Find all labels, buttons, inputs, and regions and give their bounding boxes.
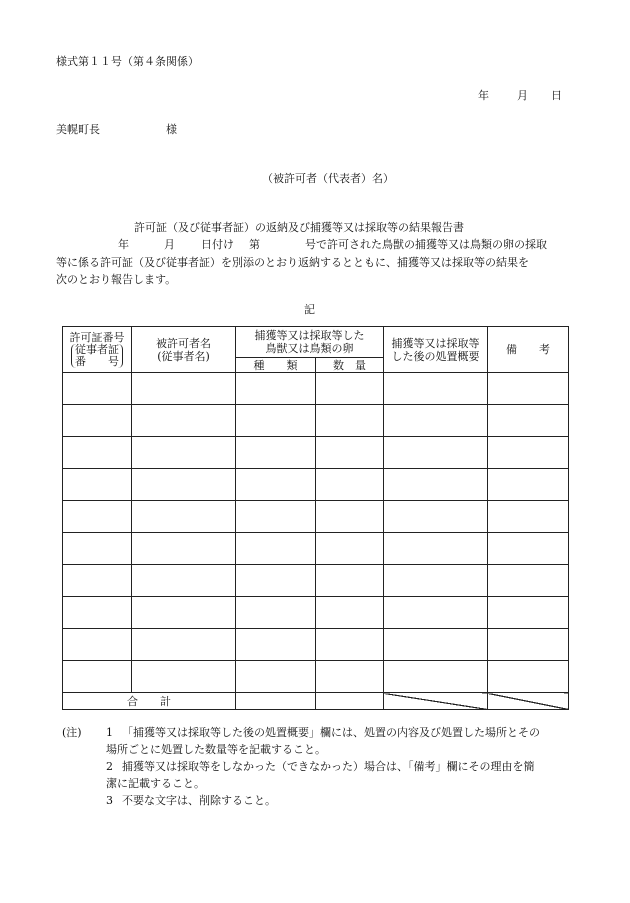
applicant-label: （被許可者（代表者）名） [262,172,394,185]
table-cell[interactable] [132,437,236,469]
body-line-1 [56,236,581,254]
table-cell[interactable] [384,437,488,469]
table-cell[interactable] [384,405,488,437]
table-cell[interactable] [488,597,569,629]
document-title: 許可証（及び従事者証）の返納及び捕獲等又は採取等の結果報告書 [134,221,464,234]
table-cell[interactable] [132,661,236,693]
table-cell[interactable] [384,597,488,629]
body-line-2: 等に係る許可証（及び従事者証）を別添のとおり返納するとともに、捕獲等又は採取等の結果を [56,255,529,269]
note-item [62,792,582,809]
body-line-3: 次のとおり報告します。 [56,273,177,286]
table-cell[interactable] [236,629,316,661]
table-cell[interactable] [316,629,384,661]
header-holder-line-1: 被許可者名 [156,336,211,350]
table-cell[interactable] [488,405,569,437]
note-number: 1 [106,726,113,739]
date-year: 年 [478,89,489,102]
table-cell[interactable] [63,405,132,437]
table-cell[interactable] [63,533,132,565]
table-row [63,597,569,629]
header-disposal [384,327,488,373]
header-capture-line-1: 捕獲等又は採取等した [254,329,365,342]
note-item [62,724,582,741]
table-cell[interactable] [488,565,569,597]
header-permit-line-3: 番 号 [75,355,119,368]
header-holder-name [132,327,236,373]
note-text: 不要な文字は、削除すること。 [122,794,276,807]
table-cell[interactable] [63,373,132,405]
table-cell[interactable] [316,533,384,565]
table-row [63,661,569,693]
header-capture-line-2: 鳥獣又は鳥類の卵 [265,342,354,355]
table-row [63,501,569,533]
note-text: 「捕獲等又は採取等した後の処置概要」欄には、処置の内容及び処置した場所とその [122,726,540,739]
note-item [62,758,582,775]
table-cell[interactable] [132,629,236,661]
note-continuation: 場所ごとに処置した数量等を記載すること。 [106,743,326,756]
table-row [63,373,569,405]
table-row [63,437,569,469]
header-kind: 種 類 [236,358,316,373]
date-month: 月 [517,89,528,102]
header-disposal-line-1: 捕獲等又は採取等 [391,336,480,350]
header-permit-line-1: 許可証番号 [69,331,125,344]
table-row [63,533,569,565]
table-cell[interactable] [132,565,236,597]
body-text [56,236,581,289]
table-cell[interactable] [384,373,488,405]
table-cell[interactable] [488,533,569,565]
record-label: 記 [304,303,315,316]
table-cell[interactable] [384,469,488,501]
table-cell[interactable] [236,565,316,597]
addressee [56,121,177,137]
table-cell[interactable] [132,469,236,501]
table-cell[interactable] [488,661,569,693]
table-row [63,565,569,597]
header-capture [236,327,384,358]
table-cell[interactable] [236,469,316,501]
table-row [63,469,569,501]
table-row [63,405,569,437]
table-cell[interactable] [316,373,384,405]
table-cell[interactable] [316,661,384,693]
table-cell[interactable] [63,565,132,597]
table-cell[interactable] [132,373,236,405]
total-remarks-crossed [488,693,569,710]
table-cell[interactable] [63,597,132,629]
table-cell[interactable] [316,597,384,629]
date-day: 日 [551,89,562,102]
table-cell[interactable] [488,437,569,469]
note-number: 3 [106,794,113,807]
body-date-month: 月 [164,238,175,251]
table-cell[interactable] [132,405,236,437]
table-cell[interactable] [236,661,316,693]
table-cell[interactable] [316,437,384,469]
table-cell[interactable] [63,437,132,469]
table-cell[interactable] [316,469,384,501]
header-remarks: 備 考 [488,327,569,373]
header-permit-line-2: 従事者証 [75,343,119,356]
table-cell[interactable] [488,373,569,405]
table-cell[interactable] [63,661,132,693]
table-cell[interactable] [236,533,316,565]
table-row [63,629,569,661]
total-label: 合 計 [63,693,236,710]
table-cell[interactable] [63,629,132,661]
table-cell[interactable] [384,661,488,693]
table-header-row [63,327,569,358]
header-disposal-line-2: した後の処置概要 [391,349,480,363]
table-cell[interactable] [316,501,384,533]
note-number: 2 [106,760,113,773]
date-line [478,87,562,103]
table-cell[interactable] [236,501,316,533]
table-cell[interactable] [236,405,316,437]
table-cell[interactable] [63,501,132,533]
header-permit-bracket [71,344,123,368]
note-continuation: 潔に記載すること。 [106,777,205,790]
honorific: 様 [166,123,177,136]
report-table [62,326,569,710]
body-line-1-rest: 号で許可された鳥獣の捕獲等又は鳥類の卵の採取 [305,238,547,251]
form-number: 様式第１１号（第４条関係） [56,55,199,68]
table-cell[interactable] [132,501,236,533]
header-quantity: 数 量 [316,358,384,373]
header-permit-number [63,327,132,373]
addressee-name: 美幌町長 [56,123,100,136]
body-date-day: 日付け [201,238,234,251]
table-cell[interactable] [316,405,384,437]
table-cell[interactable] [63,469,132,501]
table-cell[interactable] [384,565,488,597]
table-cell[interactable] [132,597,236,629]
table-cell[interactable] [384,533,488,565]
total-disposal-crossed [384,693,488,710]
table-cell[interactable] [236,373,316,405]
body-date-year: 年 [118,238,129,251]
header-holder-line-2: (従事者名) [157,349,210,363]
total-row [63,693,569,710]
table-cell[interactable] [488,469,569,501]
table-cell[interactable] [132,533,236,565]
table-cell[interactable] [236,597,316,629]
table-cell[interactable] [488,501,569,533]
table-cell[interactable] [236,437,316,469]
table-cell[interactable] [384,501,488,533]
table-cell[interactable] [488,629,569,661]
notes [62,724,582,809]
body-number-prefix: 第 [249,238,260,251]
note-text: 捕獲等又は採取等をしなかった（できなかった）場合は、「備考」欄にその理由を簡 [122,760,535,773]
total-quantity[interactable] [316,693,384,710]
total-kind[interactable] [236,693,316,710]
table-cell[interactable] [384,629,488,661]
table-cell[interactable] [316,565,384,597]
notes-lead: (注) [62,726,82,739]
